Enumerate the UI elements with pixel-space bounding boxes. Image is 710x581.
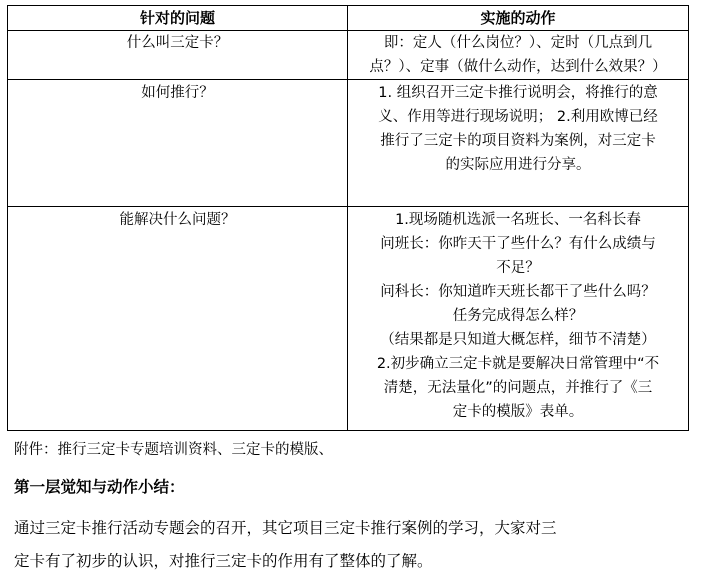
action-line: （结果都是只知道大概怎样，细节不清楚） (380, 332, 656, 348)
action-line: 的实际应用进行分享。 (445, 157, 591, 173)
question-cell: 什么叫三定卡？ (8, 31, 348, 80)
action-line: 1. 组织召开三定卡推行说明会，将推行的意 (378, 85, 658, 101)
action-line: 义、作用等进行现场说明； 2.利用欧博已经 (378, 109, 658, 125)
action-cell (348, 207, 689, 431)
attachment-note: 附件：推行三定卡专题培训资料、三定卡的模版、 (14, 442, 333, 458)
action-line: 2.初步确立三定卡就是要解决日常管理中“不 (376, 356, 660, 372)
action-line: 清楚，无法量化”的问题点，并推行了《三 (383, 380, 653, 396)
action-cell (348, 80, 689, 207)
header-question: 针对的问题 (8, 6, 348, 31)
action-line: 1.现场随机选派一名班长、一名科长春 (395, 212, 641, 228)
question-cell: 能解决什么问题？ (8, 207, 348, 431)
summary-line: 通过三定卡推行活动专题会的召开，其它项目三定卡推行案例的学习，大家对三 (14, 519, 557, 537)
action-line: 任务完成得怎么样？ (452, 308, 584, 324)
summary-paragraph (14, 512, 698, 578)
table-header-row (8, 6, 689, 31)
action-line: 即：定人（什么岗位？）、定时（几点到几 (383, 35, 653, 51)
summary-title: 第一层觉知与动作小结： (14, 478, 185, 496)
table-row (8, 80, 689, 207)
action-line: 问科长：你知道昨天班长都干了些什么吗？ (380, 284, 656, 300)
header-action: 实施的动作 (348, 6, 689, 31)
action-line: 点？）、定事（做什么动作，达到什么效果？） (369, 59, 667, 75)
action-line: 问班长：你昨天干了些什么？有什么成绩与 (380, 236, 656, 252)
question-cell: 如何推行？ (8, 80, 348, 207)
action-line: 推行了三定卡的项目资料为案例，对三定卡 (380, 133, 656, 149)
action-line: 定卡的模版》表单。 (452, 404, 584, 420)
action-cell (348, 31, 689, 80)
action-line: 不足？ (496, 260, 540, 276)
table-row (8, 31, 689, 80)
table-row (8, 207, 689, 431)
summary-line: 定卡有了初步的认识，对推行三定卡的作用有了整体的了解。 (14, 552, 433, 570)
qa-table (7, 5, 689, 431)
